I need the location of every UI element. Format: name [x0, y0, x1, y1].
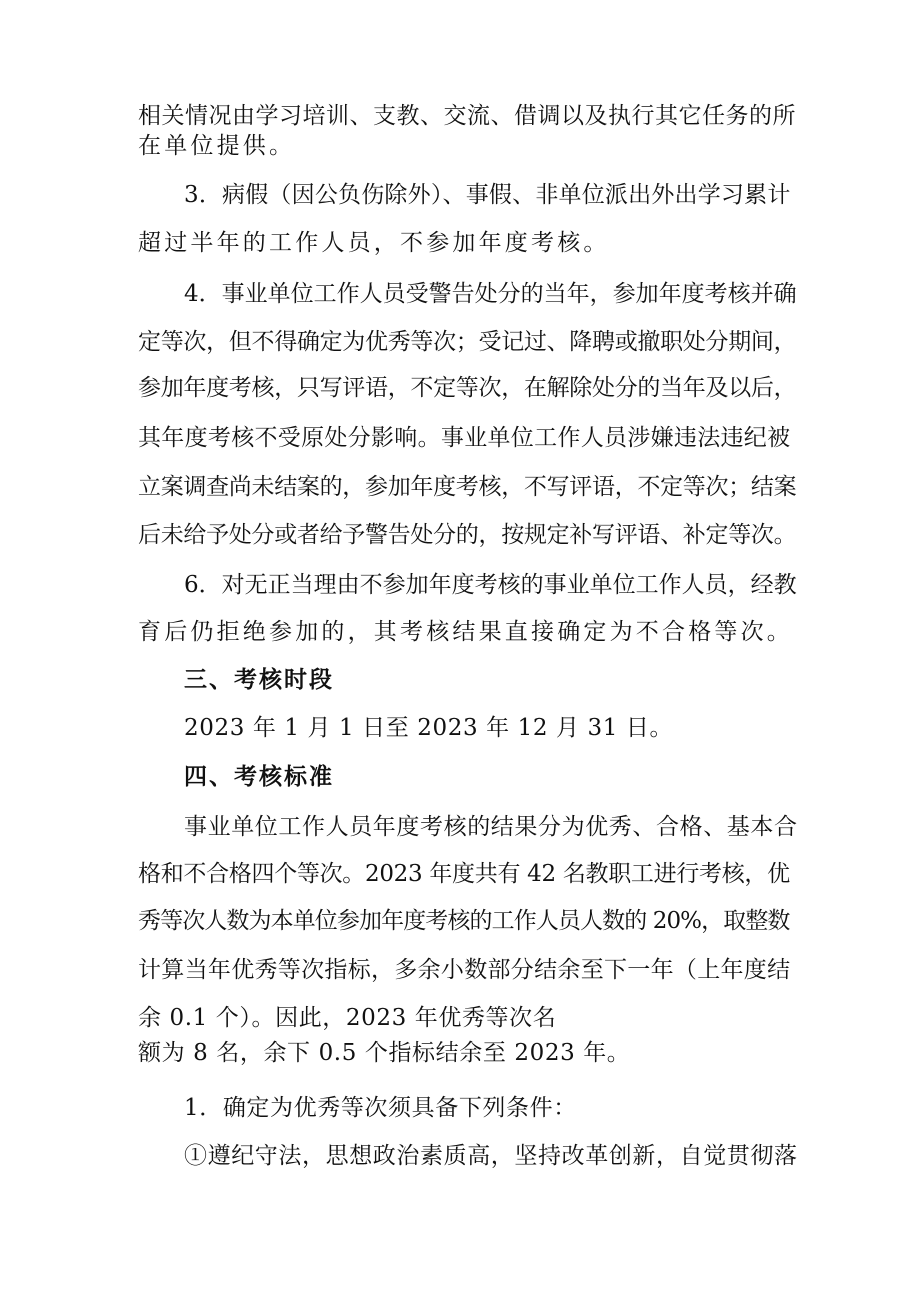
body-text-line: 育后仍拒绝参加的，其考核结果直接确定为不合格等次。: [138, 619, 793, 645]
body-text-line: 6．对无正当理由不参加年度考核的事业单位工作人员，经教: [184, 572, 797, 598]
body-text-line: ①遵纪守法，思想政治素质高，坚持改革创新，自觉贯彻落: [184, 1143, 798, 1169]
body-text-line: 1．确定为优秀等次须具备下列条件：: [184, 1095, 577, 1121]
body-text-line: 后未给予处分或者给予警告处分的，按规定补写评语、补定等次。: [138, 522, 797, 548]
body-text-line: 其年度考核不受原处分影响。事业单位工作人员涉嫌违法违纪被: [138, 425, 791, 451]
body-text-line: 参加年度考核，只写评语，不定等次，在解除处分的当年及以后，: [138, 375, 797, 401]
body-text-line: 秀等次人数为本单位参加年度考核的工作人员人数的 20%，取整数: [138, 908, 790, 934]
body-text-line: 立案调查尚未结案的，参加年度考核，不写评语，不定等次；结案: [138, 474, 797, 500]
body-text-line: 余 0.1 个）。因此，2023 年优秀等次名: [138, 1005, 557, 1031]
body-text-line: 格和不合格四个等次。2023 年度共有 42 名教职工进行考核，优: [138, 861, 790, 887]
body-text-line: 4．事业单位工作人员受警告处分的当年，参加年度考核并确: [184, 281, 797, 307]
body-text-line: 事业单位工作人员年度考核的结果分为优秀、合格、基本合: [184, 814, 798, 840]
body-text-line: 计算当年优秀等次指标，多余小数部分结余至下一年（上年度结: [138, 957, 791, 983]
body-text-line: 2023 年 1 月 1 日至 2023 年 12 月 31 日。: [184, 715, 674, 741]
section-heading-standard: 四、考核标准: [184, 764, 334, 790]
body-text-line: 相关情况由学习培训、支教、交流、借调以及执行其它任务的所: [138, 103, 796, 129]
body-text-line: 定等次，但不得确定为优秀等次；受记过、降聘或撤职处分期间，: [138, 329, 797, 355]
body-text-line: 额为 8 名，余下 0.5 个指标结余至 2023 年。: [138, 1040, 631, 1066]
body-text-line: 超过半年的工作人员，不参加年度考核。: [138, 230, 610, 256]
section-heading-period: 三、考核时段: [184, 667, 334, 693]
body-text-line: 在单位提供。: [138, 133, 296, 159]
body-text-line: 3．病假（因公负伤除外）、事假、非单位派出外出学习累计: [184, 182, 791, 208]
